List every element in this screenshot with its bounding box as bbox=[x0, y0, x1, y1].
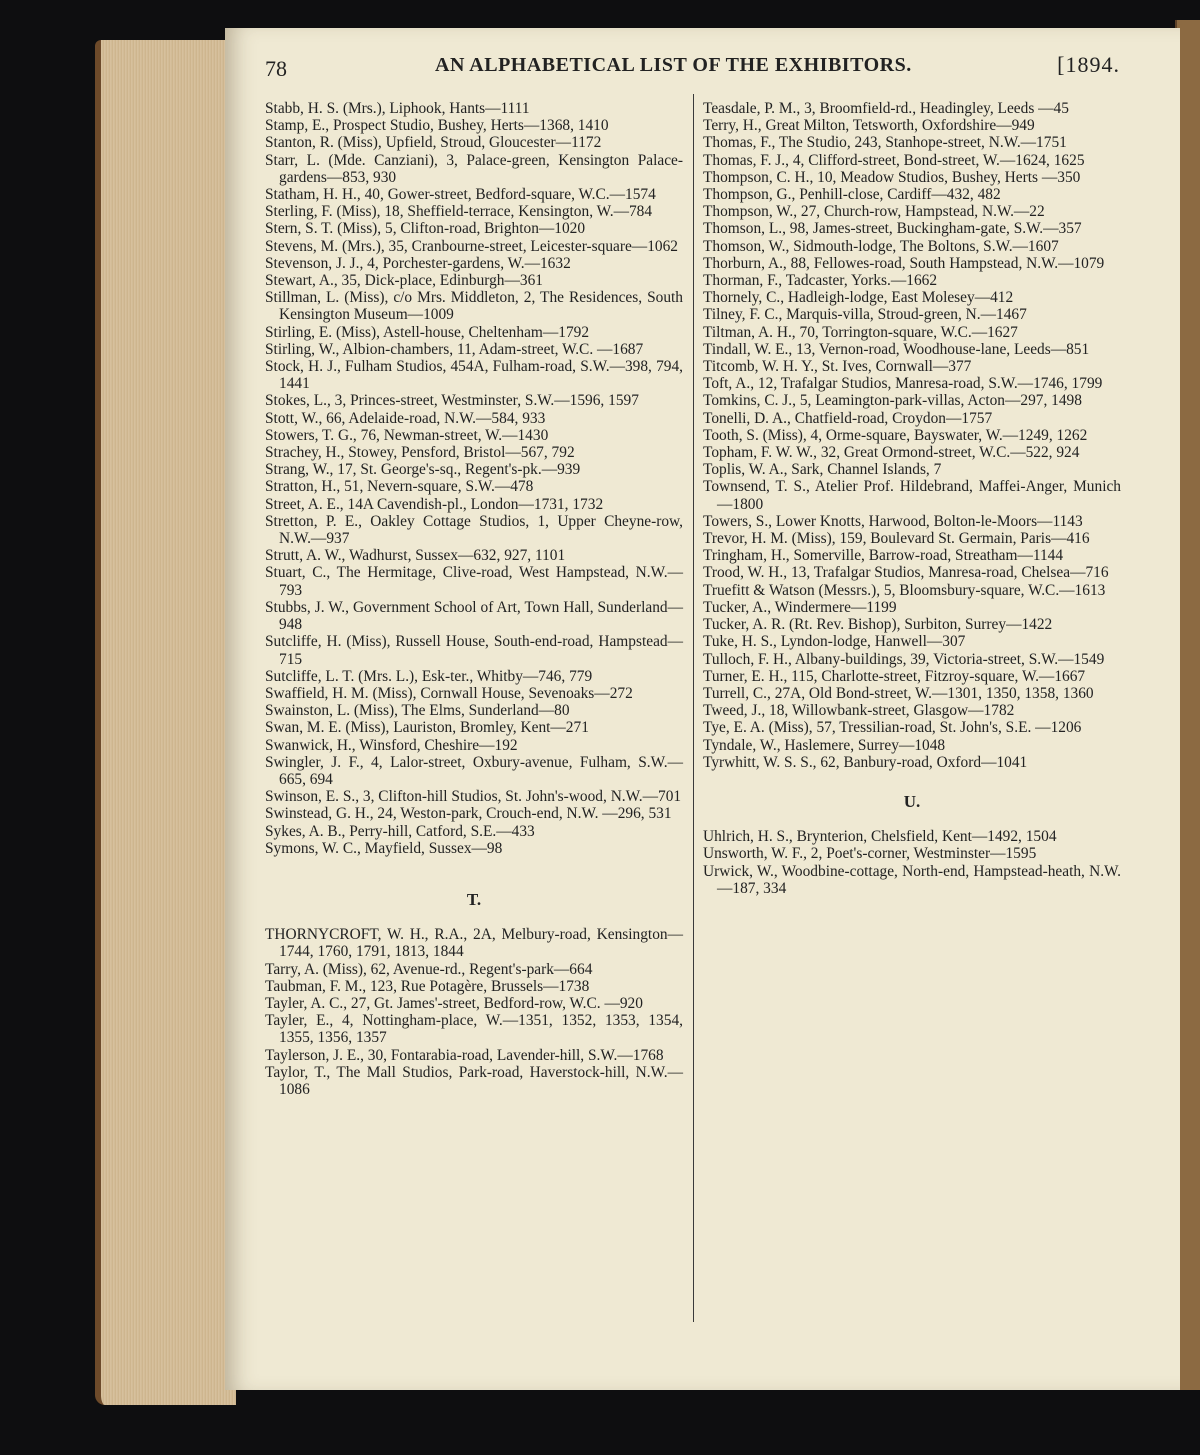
exhibitor-entry: Thomas, F., The Studio, 243, Stanhope-street, N.W.—1751 bbox=[703, 134, 1067, 152]
book-page-edges bbox=[95, 40, 236, 1405]
exhibitor-entry: Sterling, F. (Miss), 18, Sheffield-terrace, Kensington, W.—784 bbox=[265, 203, 653, 221]
exhibitor-entry: Stern, S. T. (Miss), 5, Clifton-road, Brighton—1020 bbox=[265, 220, 586, 238]
exhibitor-entry: Teasdale, P. M., 3, Broomfield-rd., Headingley, Leeds —45 bbox=[703, 100, 1069, 117]
exhibitor-entry: Strachey, H., Stowey, Pensford, Bristol—567, 792 bbox=[265, 444, 575, 462]
exhibitor-entry: Tindall, W. E., 13, Vernon-road, Woodhouse-lane, Leeds—851 bbox=[703, 340, 1090, 358]
exhibitor-entry: Swaffield, H. M. (Miss), Cornwall House, Sevenoaks—272 bbox=[265, 684, 633, 702]
exhibitor-entry: Stanton, R. (Miss), Upfield, Stroud, Gloucester—1172 bbox=[265, 134, 602, 152]
exhibitor-entry: Thorman, F., Tadcaster, Yorks.—1662 bbox=[703, 272, 938, 290]
exhibitor-entry: Stillman, L. (Miss), c/o Mrs. Middleton, 2, The Residences, South Kensington Museum—1009 bbox=[265, 289, 683, 324]
exhibitor-entry: Stuart, C., The Hermitage, Clive-road, West Hampstead, N.W.—793 bbox=[265, 564, 683, 599]
exhibitor-entry: Stirling, W., Albion-chambers, 11, Adam-street, W.C. —1687 bbox=[265, 340, 644, 358]
exhibitor-entry: Towers, S., Lower Knotts, Harwood, Bolton-le-Moors—1143 bbox=[703, 512, 1083, 530]
exhibitor-entry: Tringham, H., Somerville, Barrow-road, Streatham—1144 bbox=[703, 547, 1064, 565]
exhibitor-entry: Thornely, C., Hadleigh-lodge, East Molesey—412 bbox=[703, 289, 1014, 307]
exhibitor-entry: Starr, L. (Mde. Canziani), 3, Palace-green, Kensington Palace-gardens—853, 930 bbox=[265, 151, 683, 186]
exhibitor-entry: Turner, E. H., 115, Charlotte-street, Fitzroy-square, W.—1667 bbox=[703, 667, 1086, 685]
exhibitor-entry: Toplis, W. A., Sark, Channel Islands, 7 bbox=[703, 461, 942, 479]
exhibitor-entry: Truefitt & Watson (Messrs.), 5, Bloomsbury-square, W.C.—1613 bbox=[703, 581, 1106, 599]
year-label: [1894. bbox=[1057, 52, 1120, 77]
exhibitor-entry: Strang, W., 17, St. George's-sq., Regent's-pk.—939 bbox=[265, 461, 581, 479]
exhibitor-entry: Stretton, P. E., Oakley Cottage Studios, 1, Upper Cheyne-row, N.W.—937 bbox=[265, 512, 683, 548]
exhibitor-entry: Statham, H. H., 40, Gower-street, Bedford-square, W.C.—1574 bbox=[265, 186, 656, 204]
exhibitor-entry: Stubbs, J. W., Government School of Art, Town Hall, Sunderland—948 bbox=[265, 598, 683, 634]
exhibitor-entry: Urwick, W., Woodbine-cottage, North-end, Hampstead-heath, N.W.—187, 334 bbox=[703, 862, 1121, 897]
exhibitor-entry: Stevenson, J. J., 4, Porchester-gardens, W.—1632 bbox=[265, 254, 571, 272]
exhibitor-entry: Tayler, E., 4, Nottingham-place, W.—1351, 1352, 1353, 1354, 1355, 1356, 1357 bbox=[265, 1012, 683, 1047]
exhibitor-entry: Tyndale, W., Haslemere, Surrey—1048 bbox=[703, 736, 946, 754]
exhibitor-entry: Topham, F. W. W., 32, Great Ormond-street, W.C.—522, 924 bbox=[703, 444, 1080, 462]
exhibitor-entry: Symons, W. C., Mayfield, Sussex—98 bbox=[265, 839, 503, 857]
exhibitor-entry: Tucker, A. R. (Rt. Rev. Bishop), Surbiton, Surrey—1422 bbox=[703, 616, 1053, 634]
exhibitor-entry: Tucker, A., Windermere—1199 bbox=[703, 598, 897, 616]
exhibitor-entry: Tuke, H. S., Lyndon-lodge, Hanwell—307 bbox=[703, 633, 966, 651]
exhibitor-entry: Townsend, T. S., Atelier Prof. Hildebrand, Maffei-Anger, Munich—1800 bbox=[703, 478, 1121, 513]
exhibitor-entry: Stokes, L., 3, Princes-street, Westminster, S.W.—1596, 1597 bbox=[265, 392, 639, 410]
section-heading-u: U. bbox=[903, 791, 921, 811]
exhibitor-entry: Stirling, E. (Miss), Astell-house, Cheltenham—1792 bbox=[265, 323, 590, 341]
exhibitor-entry: Tarry, A. (Miss), 62, Avenue-rd., Regent's-park—664 bbox=[265, 960, 593, 978]
exhibitor-entry: Swanwick, H., Winsford, Cheshire—192 bbox=[265, 736, 518, 754]
exhibitor-entry: Stott, W., 66, Adelaide-road, N.W.—584, 933 bbox=[265, 409, 546, 427]
exhibitor-entry: Toft, A., 12, Trafalgar Studios, Manresa-road, S.W.—1746, 1799 bbox=[703, 375, 1103, 393]
exhibitor-entry: Thompson, W., 27, Church-row, Hampstead, N.W.—22 bbox=[703, 203, 1045, 221]
exhibitor-entry: Trevor, H. M. (Miss), 159, Boulevard St. Germain, Paris—416 bbox=[703, 530, 1090, 548]
exhibitor-entry: Thompson, C. H., 10, Meadow Studios, Bushey, Herts —350 bbox=[703, 168, 1081, 186]
exhibitor-entry: Thompson, G., Penhill-close, Cardiff—432, 482 bbox=[703, 186, 1001, 204]
exhibitor-entry: Tiltman, A. H., 70, Torrington-square, W.C.—1627 bbox=[703, 323, 1018, 341]
exhibitor-entry: Tomkins, C. J., 5, Leamington-park-villas, Acton—297, 1498 bbox=[703, 392, 1082, 410]
exhibitor-entry: Swingler, J. F., 4, Lalor-street, Oxbury-avenue, Fulham, S.W.—665, 694 bbox=[265, 753, 683, 788]
exhibitor-entry: THORNYCROFT, W. H., R.A., 2A, Melbury-road, Kensington—1744, 1760, 1791, 1813, 1844 bbox=[265, 926, 683, 961]
page-number: 78 bbox=[265, 56, 287, 81]
exhibitor-entry: Titcomb, W. H. Y., St. Ives, Cornwall—377 bbox=[703, 358, 972, 376]
exhibitor-entry: Swinstead, G. H., 24, Weston-park, Crouch-end, N.W. —296, 531 bbox=[265, 805, 672, 823]
exhibitor-entry: Taubman, F. M., 123, Rue Potagère, Brussels—1738 bbox=[265, 977, 590, 995]
exhibitor-entry: Sykes, A. B., Perry-hill, Catford, S.E.—433 bbox=[265, 822, 535, 840]
exhibitor-entry: Terry, H., Great Milton, Tetsworth, Oxfordshire—949 bbox=[703, 117, 1035, 135]
book-page bbox=[225, 28, 1180, 1390]
exhibitor-entry: Stewart, A., 35, Dick-place, Edinburgh—361 bbox=[265, 272, 543, 290]
exhibitor-entry: Tooth, S. (Miss), 4, Orme-square, Bayswater, W.—1249, 1262 bbox=[703, 426, 1088, 444]
section-heading-t: T. bbox=[466, 889, 482, 909]
exhibitor-entry: Tonelli, D. A., Chatfield-road, Croydon—1757 bbox=[703, 409, 993, 427]
exhibitor-entry: Tayler, A. C., 27, Gt. James'-street, Bedford-row, W.C. —920 bbox=[265, 994, 643, 1012]
exhibitor-entry: Stevens, M. (Mrs.), 35, Cranbourne-street, Leicester-square—1062 bbox=[265, 237, 678, 255]
exhibitor-entry: Sutcliffe, H. (Miss), Russell House, South-end-road, Hampstead—715 bbox=[265, 633, 683, 668]
t-entries-list bbox=[265, 926, 683, 1098]
exhibitor-entry: Street, A. E., 14A Cavendish-pl., London—1731, 1732 bbox=[265, 495, 604, 513]
exhibitor-entry: Unsworth, W. F., 2, Poet's-corner, Westminster—1595 bbox=[703, 845, 1037, 863]
u-entries-list bbox=[703, 828, 1121, 897]
exhibitor-entry: Tulloch, F. H., Albany-buildings, 39, Victoria-street, S.W.—1549 bbox=[703, 650, 1105, 668]
exhibitor-entry: Stock, H. J., Fulham Studios, 454A, Fulham-road, S.W.—398, 794, 1441 bbox=[265, 358, 683, 393]
exhibitor-entry: Stratton, H., 51, Nevern-square, S.W.—478 bbox=[265, 478, 534, 496]
exhibitor-entry: Thomson, L., 98, James-street, Buckingham-gate, S.W.—357 bbox=[703, 220, 1082, 238]
exhibitor-entry: Tweed, J., 18, Willowbank-street, Glasgow—1782 bbox=[703, 702, 1015, 720]
s-entries-list bbox=[265, 100, 683, 857]
exhibitor-entry: Sutcliffe, L. T. (Mrs. L.), Esk-ter., Whitby—746, 779 bbox=[265, 667, 593, 685]
exhibitor-entry: Swainston, L. (Miss), The Elms, Sunderland—80 bbox=[265, 702, 570, 720]
exhibitor-entry: Taylerson, J. E., 30, Fontarabia-road, Lavender-hill, S.W.—1768 bbox=[265, 1046, 664, 1064]
t-entries-list-continued bbox=[703, 100, 1121, 771]
right-column bbox=[703, 100, 1121, 897]
exhibitor-entry: Trood, W. H., 13, Trafalgar Studios, Manresa-road, Chelsea—716 bbox=[703, 564, 1109, 582]
running-title: AN ALPHABETICAL LIST OF THE EXHIBITORS. bbox=[435, 54, 912, 76]
exhibitor-entry: Swan, M. E. (Miss), Lauriston, Bromley, Kent—271 bbox=[265, 719, 589, 737]
column-divider bbox=[693, 94, 694, 1322]
exhibitor-entry: Thomson, W., Sidmouth-lodge, The Boltons, S.W.—1607 bbox=[703, 237, 1059, 255]
exhibitor-entry: Tye, E. A. (Miss), 57, Tressilian-road, St. John's, S.E. —1206 bbox=[703, 719, 1082, 737]
exhibitor-entry: Tilney, F. C., Marquis-villa, Stroud-green, N.—1467 bbox=[703, 306, 1027, 324]
left-column bbox=[265, 100, 683, 1098]
exhibitor-entry: Stamp, E., Prospect Studio, Bushey, Herts—1368, 1410 bbox=[265, 117, 609, 135]
exhibitor-entry: Strutt, A. W., Wadhurst, Sussex—632, 927, 1101 bbox=[265, 547, 566, 565]
exhibitor-entry: Stowers, T. G., 76, Newman-street, W.—1430 bbox=[265, 426, 549, 444]
exhibitor-entry: Taylor, T., The Mall Studios, Park-road, Haverstock-hill, N.W.—1086 bbox=[265, 1063, 683, 1098]
exhibitor-entry: Thomas, F. J., 4, Clifford-street, Bond-street, W.—1624, 1625 bbox=[703, 151, 1085, 169]
exhibitor-entry: Stabb, H. S. (Mrs.), Liphook, Hants—1111 bbox=[265, 100, 530, 117]
exhibitor-entry: Turrell, C., 27A, Old Bond-street, W.—1301, 1350, 1358, 1360 bbox=[703, 684, 1094, 702]
exhibitor-entry: Thorburn, A., 88, Fellowes-road, South Hampstead, N.W.—1079 bbox=[703, 254, 1105, 272]
page-header bbox=[265, 50, 1120, 86]
exhibitor-entry: Uhlrich, H. S., Brynterion, Chelsfield, Kent—1492, 1504 bbox=[703, 828, 1057, 846]
exhibitor-entry: Tyrwhitt, W. S. S., 62, Banbury-road, Oxford—1041 bbox=[703, 753, 1028, 771]
exhibitor-entry: Swinson, E. S., 3, Clifton-hill Studios, St. John's-wood, N.W.—701 bbox=[265, 788, 682, 806]
